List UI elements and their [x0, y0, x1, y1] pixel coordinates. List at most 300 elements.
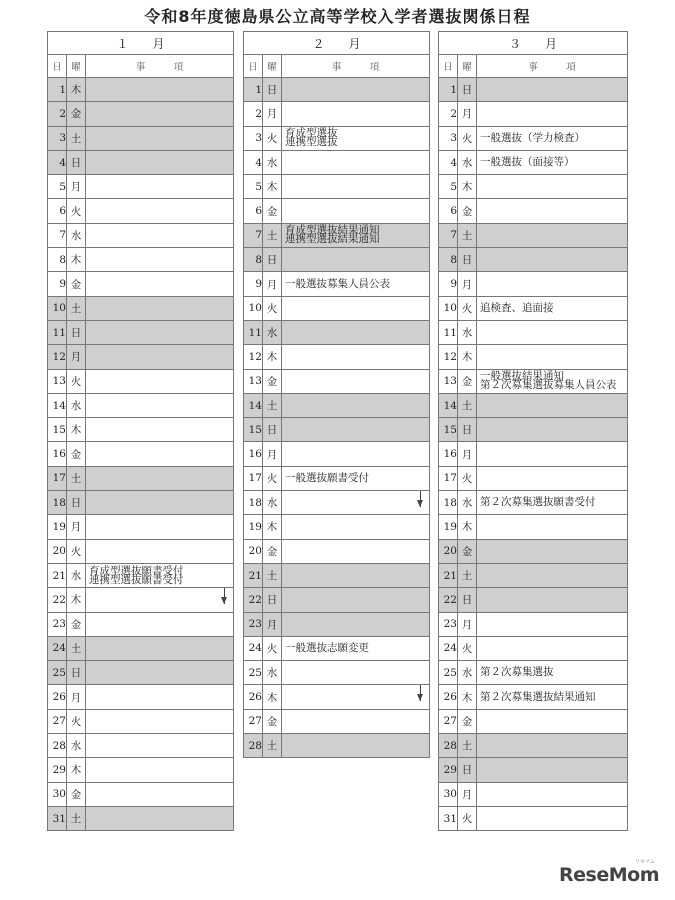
weekday: 水 — [263, 661, 282, 685]
day-row — [48, 685, 234, 709]
day-row — [439, 588, 628, 612]
day-row — [48, 345, 234, 369]
day-number: 13 — [48, 369, 67, 393]
weekday: 金 — [263, 539, 282, 563]
weekday: 火 — [67, 199, 86, 223]
weekday: 火 — [263, 126, 282, 150]
event-cell — [86, 685, 234, 709]
day-number: 2 — [48, 102, 67, 126]
day-row — [244, 369, 430, 393]
event-cell — [282, 734, 430, 758]
event-text: 第２次募集選抜募集人員公表 — [480, 379, 617, 392]
day-number: 18 — [48, 491, 67, 515]
column-header-event: 事 項 — [86, 55, 234, 78]
weekday: 水 — [67, 223, 86, 247]
day-number: 3 — [244, 126, 263, 150]
event-cell — [86, 248, 234, 272]
day-number: 13 — [244, 369, 263, 393]
event-cell — [477, 199, 628, 223]
event-cell — [477, 636, 628, 660]
event-text: 育成型選抜願書受付 — [89, 564, 184, 577]
event-text: 育成型選抜結果通知 — [285, 224, 380, 237]
day-row — [244, 78, 430, 102]
day-row — [48, 78, 234, 102]
day-number: 3 — [439, 126, 458, 150]
event-cell — [86, 78, 234, 102]
event-cell — [477, 175, 628, 199]
event-cell — [86, 442, 234, 466]
event-cell — [86, 539, 234, 563]
weekday: 水 — [263, 320, 282, 344]
event-cell — [477, 563, 628, 587]
day-number: 21 — [48, 563, 67, 587]
event-text: 一般選抜募集人員公表 — [285, 277, 390, 290]
day-row — [439, 223, 628, 247]
weekday: 木 — [263, 515, 282, 539]
day-row — [244, 685, 430, 709]
weekday: 金 — [263, 369, 282, 393]
event-cell — [477, 393, 628, 417]
day-number: 21 — [244, 563, 263, 587]
day-row — [48, 248, 234, 272]
event-cell — [282, 320, 430, 344]
weekday: 木 — [67, 418, 86, 442]
event-cell — [282, 685, 430, 709]
weekday: 日 — [263, 588, 282, 612]
day-row — [48, 734, 234, 758]
event-cell — [86, 806, 234, 830]
day-number: 9 — [48, 272, 67, 296]
weekday: 日 — [67, 491, 86, 515]
day-row — [244, 563, 430, 587]
weekday: 木 — [67, 758, 86, 782]
day-row — [244, 661, 430, 685]
day-row — [244, 734, 430, 758]
day-number: 4 — [48, 150, 67, 174]
day-row — [244, 491, 430, 515]
day-row — [48, 199, 234, 223]
event-cell — [86, 758, 234, 782]
day-number: 20 — [439, 539, 458, 563]
event-cell — [86, 491, 234, 515]
event-cell — [282, 588, 430, 612]
weekday: 日 — [458, 588, 477, 612]
event-cell — [282, 418, 430, 442]
weekday: 月 — [263, 612, 282, 636]
day-number: 26 — [48, 685, 67, 709]
weekday: 日 — [67, 320, 86, 344]
day-row — [48, 806, 234, 830]
event-cell — [282, 296, 430, 320]
day-row — [439, 175, 628, 199]
event-text: 連携型選抜 — [285, 136, 338, 149]
weekday: 金 — [67, 612, 86, 636]
day-number: 27 — [244, 709, 263, 733]
day-number: 5 — [244, 175, 263, 199]
event-cell — [282, 636, 430, 660]
day-number: 8 — [439, 248, 458, 272]
day-row — [48, 612, 234, 636]
event-cell — [282, 709, 430, 733]
day-number: 16 — [439, 442, 458, 466]
day-number: 16 — [244, 442, 263, 466]
day-row — [48, 126, 234, 150]
event-cell — [86, 345, 234, 369]
weekday: 月 — [263, 442, 282, 466]
event-text: 追検査、追面接 — [480, 301, 554, 314]
day-number: 25 — [48, 661, 67, 685]
day-number: 12 — [48, 345, 67, 369]
weekday: 土 — [458, 563, 477, 587]
event-cell — [477, 345, 628, 369]
weekday: 土 — [263, 223, 282, 247]
event-cell — [282, 612, 430, 636]
event-cell — [86, 734, 234, 758]
weekday: 金 — [67, 442, 86, 466]
resemom-logo: ReseMom — [559, 864, 659, 886]
weekday: 木 — [458, 345, 477, 369]
weekday: 水 — [67, 563, 86, 587]
weekday: 月 — [458, 102, 477, 126]
day-row — [244, 709, 430, 733]
event-cell — [477, 612, 628, 636]
event-cell — [477, 588, 628, 612]
day-row — [439, 199, 628, 223]
weekday: 日 — [263, 78, 282, 102]
event-text: 連携型選抜結果通知 — [285, 233, 380, 246]
day-number: 18 — [244, 491, 263, 515]
weekday: 木 — [458, 685, 477, 709]
event-cell — [282, 345, 430, 369]
weekday: 日 — [458, 248, 477, 272]
event-cell — [282, 150, 430, 174]
event-cell — [282, 199, 430, 223]
day-number: 8 — [244, 248, 263, 272]
day-row — [48, 563, 234, 587]
day-row — [439, 563, 628, 587]
day-number: 3 — [48, 126, 67, 150]
day-number: 7 — [439, 223, 458, 247]
continuation-arrow-icon — [420, 491, 421, 508]
day-row — [244, 636, 430, 660]
day-row — [439, 296, 628, 320]
day-row — [244, 442, 430, 466]
day-row — [48, 102, 234, 126]
day-number: 11 — [244, 320, 263, 344]
weekday: 火 — [458, 636, 477, 660]
event-cell — [477, 223, 628, 247]
day-number: 6 — [439, 199, 458, 223]
weekday: 月 — [67, 175, 86, 199]
weekday: 火 — [263, 466, 282, 490]
day-row — [439, 369, 628, 393]
day-row — [439, 758, 628, 782]
weekday: 水 — [67, 734, 86, 758]
day-row — [48, 272, 234, 296]
column-header-day: 日 — [439, 55, 458, 78]
day-row — [244, 345, 430, 369]
day-number: 24 — [439, 636, 458, 660]
column-header-event: 事 項 — [477, 55, 628, 78]
weekday: 火 — [458, 296, 477, 320]
day-row — [244, 199, 430, 223]
day-number: 28 — [439, 734, 458, 758]
event-text: 一般選抜結果通知 — [480, 370, 564, 383]
day-row — [439, 150, 628, 174]
event-cell — [86, 515, 234, 539]
day-number: 19 — [48, 515, 67, 539]
weekday: 火 — [458, 126, 477, 150]
day-row — [48, 418, 234, 442]
event-cell — [282, 442, 430, 466]
day-number: 25 — [439, 661, 458, 685]
weekday: 日 — [458, 418, 477, 442]
column-header-weekday: 曜 — [458, 55, 477, 78]
event-cell — [477, 369, 628, 393]
weekday: 月 — [67, 345, 86, 369]
day-row — [439, 734, 628, 758]
day-row — [48, 223, 234, 247]
day-row — [439, 272, 628, 296]
continuation-arrow-icon — [420, 685, 421, 702]
day-row — [48, 539, 234, 563]
day-row — [48, 466, 234, 490]
day-row — [244, 466, 430, 490]
day-row — [439, 709, 628, 733]
event-text: 一般選抜（面接等） — [480, 156, 575, 169]
day-number: 18 — [439, 491, 458, 515]
event-cell — [477, 320, 628, 344]
day-number: 12 — [244, 345, 263, 369]
weekday: 木 — [263, 345, 282, 369]
weekday: 月 — [458, 272, 477, 296]
weekday: 土 — [67, 296, 86, 320]
day-number: 4 — [439, 150, 458, 174]
event-cell — [86, 296, 234, 320]
day-number: 29 — [48, 758, 67, 782]
event-cell — [477, 78, 628, 102]
event-cell — [282, 491, 430, 515]
weekday: 金 — [67, 782, 86, 806]
day-number: 15 — [244, 418, 263, 442]
day-number: 27 — [439, 709, 458, 733]
event-cell — [86, 418, 234, 442]
weekday: 日 — [263, 248, 282, 272]
day-number: 1 — [439, 78, 458, 102]
event-cell — [477, 126, 628, 150]
day-row — [48, 709, 234, 733]
day-number: 2 — [244, 102, 263, 126]
weekday: 水 — [263, 491, 282, 515]
day-row — [48, 491, 234, 515]
day-number: 14 — [439, 393, 458, 417]
weekday: 木 — [263, 175, 282, 199]
day-number: 24 — [48, 636, 67, 660]
day-row — [244, 248, 430, 272]
day-number: 4 — [244, 150, 263, 174]
day-number: 26 — [439, 685, 458, 709]
day-number: 6 — [48, 199, 67, 223]
weekday: 金 — [67, 102, 86, 126]
day-number: 8 — [48, 248, 67, 272]
day-row — [244, 175, 430, 199]
day-number: 16 — [48, 442, 67, 466]
day-row — [439, 685, 628, 709]
weekday: 水 — [458, 661, 477, 685]
day-row — [439, 442, 628, 466]
event-text: 一般選抜志願変更 — [285, 641, 369, 654]
event-cell — [477, 272, 628, 296]
month-header: １ 月 — [48, 32, 234, 55]
weekday: 水 — [67, 393, 86, 417]
day-number: 12 — [439, 345, 458, 369]
event-cell — [282, 126, 430, 150]
calendar-march — [438, 31, 628, 831]
column-header-weekday: 曜 — [263, 55, 282, 78]
day-number: 28 — [48, 734, 67, 758]
event-cell — [477, 539, 628, 563]
day-row — [244, 588, 430, 612]
event-cell — [86, 563, 234, 587]
day-number: 13 — [439, 369, 458, 393]
day-number: 22 — [244, 588, 263, 612]
weekday: 土 — [67, 126, 86, 150]
event-cell — [477, 102, 628, 126]
event-cell — [282, 563, 430, 587]
day-number: 22 — [48, 588, 67, 612]
day-number: 1 — [244, 78, 263, 102]
weekday: 月 — [458, 612, 477, 636]
event-cell — [477, 296, 628, 320]
day-number: 5 — [48, 175, 67, 199]
day-number: 23 — [48, 612, 67, 636]
weekday: 木 — [458, 175, 477, 199]
day-row — [439, 345, 628, 369]
event-text: 第２次募集選抜結果通知 — [480, 690, 596, 703]
event-cell — [86, 126, 234, 150]
event-cell — [477, 491, 628, 515]
day-row — [439, 320, 628, 344]
event-cell — [477, 734, 628, 758]
day-row — [244, 612, 430, 636]
calendar-january — [47, 31, 234, 831]
weekday: 金 — [458, 709, 477, 733]
day-number: 11 — [439, 320, 458, 344]
day-row — [244, 102, 430, 126]
event-cell — [86, 102, 234, 126]
weekday: 木 — [67, 248, 86, 272]
weekday: 火 — [67, 709, 86, 733]
event-cell — [86, 369, 234, 393]
weekday: 日 — [458, 758, 477, 782]
day-row — [244, 515, 430, 539]
day-number: 1 — [48, 78, 67, 102]
weekday: 日 — [458, 78, 477, 102]
day-row — [48, 661, 234, 685]
day-number: 30 — [48, 782, 67, 806]
event-cell — [477, 806, 628, 830]
day-row — [244, 320, 430, 344]
event-cell — [282, 78, 430, 102]
event-cell — [86, 272, 234, 296]
day-row — [48, 150, 234, 174]
day-number: 15 — [48, 418, 67, 442]
day-number: 20 — [48, 539, 67, 563]
day-number: 31 — [48, 806, 67, 830]
weekday: 日 — [263, 418, 282, 442]
day-number: 14 — [244, 393, 263, 417]
month-header: ２ 月 — [244, 32, 430, 55]
weekday: 土 — [263, 734, 282, 758]
day-number: 27 — [48, 709, 67, 733]
calendar-february — [243, 31, 430, 758]
day-number: 14 — [48, 393, 67, 417]
day-number: 19 — [439, 515, 458, 539]
day-number: 7 — [48, 223, 67, 247]
day-number: 10 — [439, 296, 458, 320]
event-cell — [86, 612, 234, 636]
day-row — [244, 296, 430, 320]
day-row — [48, 588, 234, 612]
continuation-arrow-icon — [224, 588, 225, 605]
day-row — [48, 636, 234, 660]
day-row — [48, 320, 234, 344]
event-cell — [477, 150, 628, 174]
event-cell — [477, 418, 628, 442]
event-text: 連携型選抜願書受付 — [89, 573, 184, 586]
day-row — [48, 175, 234, 199]
day-number: 5 — [439, 175, 458, 199]
event-text: 第２次募集選抜願書受付 — [480, 496, 596, 509]
day-row — [439, 126, 628, 150]
weekday: 火 — [263, 636, 282, 660]
event-cell — [477, 709, 628, 733]
event-cell — [86, 709, 234, 733]
day-row — [48, 442, 234, 466]
day-row — [244, 539, 430, 563]
day-number: 17 — [244, 466, 263, 490]
event-cell — [282, 661, 430, 685]
weekday: 水 — [263, 150, 282, 174]
day-number: 17 — [48, 466, 67, 490]
weekday: 土 — [458, 223, 477, 247]
weekday: 水 — [458, 150, 477, 174]
day-number: 24 — [244, 636, 263, 660]
weekday: 火 — [263, 296, 282, 320]
event-cell — [282, 466, 430, 490]
day-number: 17 — [439, 466, 458, 490]
weekday: 月 — [67, 515, 86, 539]
weekday: 火 — [67, 539, 86, 563]
event-cell — [86, 150, 234, 174]
day-number: 15 — [439, 418, 458, 442]
event-cell — [282, 223, 430, 247]
day-row — [439, 78, 628, 102]
day-row — [439, 418, 628, 442]
day-number: 19 — [244, 515, 263, 539]
weekday: 土 — [458, 393, 477, 417]
day-number: 23 — [439, 612, 458, 636]
event-text: 第２次募集選抜 — [480, 666, 554, 679]
event-cell — [86, 175, 234, 199]
event-cell — [86, 320, 234, 344]
day-row — [48, 393, 234, 417]
day-number: 10 — [244, 296, 263, 320]
event-cell — [477, 661, 628, 685]
day-row — [244, 393, 430, 417]
day-row — [439, 248, 628, 272]
weekday: 日 — [67, 150, 86, 174]
